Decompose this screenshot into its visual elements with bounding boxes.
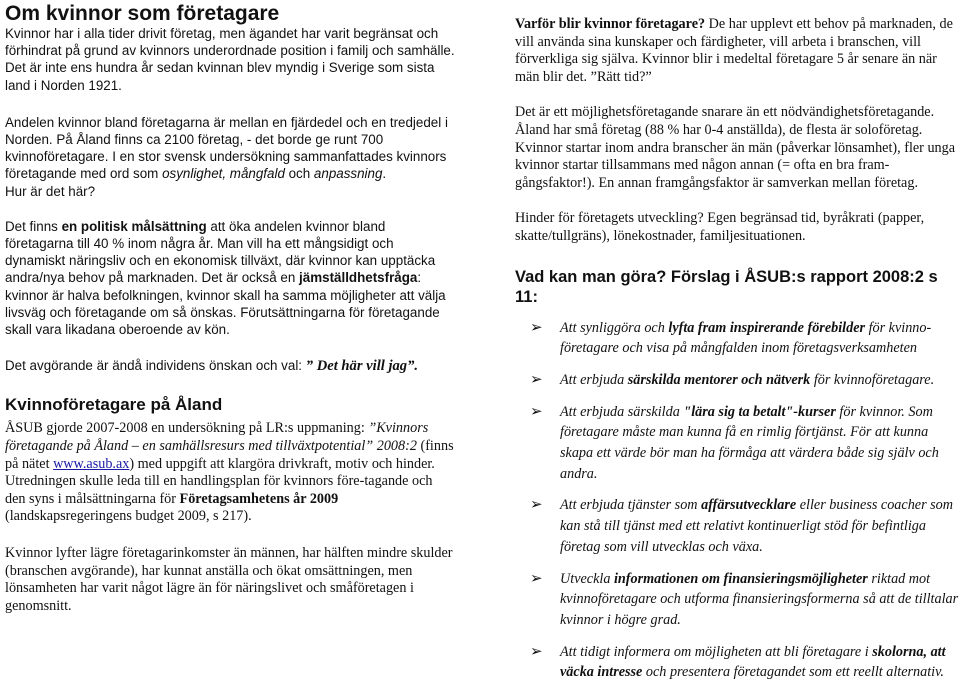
list-item — [515, 402, 960, 485]
bold-text: "lära sig ta betalt"-kurser — [683, 403, 836, 420]
right-column — [515, 0, 960, 683]
arrow-bullet-icon: ➢ — [530, 570, 543, 587]
text-run: eller business coacher som kan stå till tjänst med ett relativt kontinuerligt stöd för befintliga företag som vill utvecklas och växa. — [560, 497, 954, 555]
why-paragraph — [515, 16, 960, 86]
italic-text: osynlighet, mångfald — [162, 166, 285, 182]
text-run: och presentera företagandet som ett reellt alternativ. — [642, 664, 944, 681]
text-run: och — [284, 166, 314, 182]
asub-link[interactable]: www.asub.ax — [53, 455, 130, 472]
list-item — [515, 569, 960, 631]
bold-text: lyfta fram inspirerande förebilder — [668, 319, 866, 336]
text-run: Utveckla — [560, 570, 614, 587]
text-run: Att erbjuda särskilda — [560, 403, 684, 420]
text-run: (landskapsregeringens budget 2009, s 217). — [5, 508, 252, 525]
text-run: riktad mot kvinnoföretagare och utforma finansieringsformerna så att de tilltalar kvinnor i högre grad. — [560, 570, 959, 628]
income-paragraph: Kvinnor lyfter lägre företagarinkomster än männen, har hälften mindre skulder (branschen avgörande), har kunnat anställa och ökat omsättningen, men lönsamheten har varit något lägre än för näringslivet och småföretagen i genomsnitt. — [5, 545, 453, 614]
text-run: för kvinnor. Som företagare måste man kunna få en rimlig förtjänst. För att kunna skapa ett värde bör man ha förmåga att värdera både sig själv och andra. — [560, 403, 939, 482]
italic-text: ”Kvinnors företagande på Åland – en samhällsresurs med tillväxtpotential” 2008:2 — [5, 420, 429, 455]
section-heading-aland: Kvinnoföretagare på Åland — [5, 395, 223, 415]
page-title: Om kvinnor som företagare — [5, 2, 280, 25]
text-run: att öka andelen kvinnor bland företagarna till 40 % inom några år. Man vill ha ett mångsidigt och dynamiskt näringsliv och en ekonomisk tillväxt, där kvinnor kan upptäcka andra/nya behov på marknaden. Det är också en — [5, 218, 436, 286]
text-run: Att synliggöra och — [560, 319, 669, 336]
list-item — [515, 495, 960, 557]
bold-text: Företagsamhetens år 2009 — [179, 490, 339, 507]
text-run: för kvinnoföretagare. — [810, 371, 935, 388]
obstacles-paragraph: Hinder för företagets utveckling? Egen begränsad tid, byråkrati (papper, skatte/tullgräns), lönekostnader, familjesituationen. — [515, 210, 925, 244]
question-text: Hur är det här? — [5, 183, 96, 199]
list-item — [515, 318, 960, 359]
text-run: Att erbjuda — [560, 371, 628, 388]
asub-paragraph — [5, 420, 455, 526]
arrow-bullet-icon: ➢ — [530, 319, 543, 336]
list-item — [515, 642, 960, 683]
text-run: Andelen kvinnor bland företagarna är mellan en fjärdedel och en tredjedel i Norden. På Åland finns ca 2100 företag, - det borde ge runt 700 kvinnoföretagare. I en stor svensk undersökning sammanfattades kvinnors företagande med ord som — [5, 114, 448, 182]
italic-text: anpassning — [313, 166, 383, 182]
bold-text: informationen om finansieringsmöjligheter — [613, 570, 868, 587]
intro-paragraph: Kvinnor har i alla tider drivit företag, men ägandet har varit begränsat och förhindrat på grund av kvinnors underordnade position i familj och samhälle. Det är inte ens hundra år sedan kvinnan blev myndig i Sverige som sista land i Norden 1921. — [5, 26, 455, 93]
text-run: (finns på nätet — [5, 438, 454, 472]
policy-paragraph — [5, 218, 455, 338]
text-run: ) med uppgift att klargöra drivkraft, motiv och hinder. Utredningen skulle leda till en handlingsplan för kvinnors före-tagande och den syns i målsättningarna för — [5, 455, 435, 507]
text-run: : kvinnor är halva befolkningen, kvinnor skall ha samma möjligheter att välja livsväg och företagande om så önskas. Förutsättningarna för företagande skall vara likadana oberoende av kön. — [5, 270, 446, 338]
proposal-list — [515, 318, 960, 683]
list-item — [515, 370, 960, 391]
bold-text: Varför blir kvinnor företagare? — [515, 16, 706, 32]
section-heading-proposals: Vad kan man göra? Förslag i ÅSUB:s rapport 2008:2 s 11: — [515, 267, 938, 306]
text-run: De har upplevt ett behov på marknaden, de vill använda sina kunskaper och färdigheter, vill arbeta i branschen, vill förverkliga sig själva. Kvinnor blir i medeltal företagare 5 år senare än när män blir det. ”Rätt tid?” — [515, 16, 953, 85]
text-run: ÅSUB gjorde 2007-2008 en undersökning på LR:s uppmaning: — [5, 420, 369, 437]
arrow-bullet-icon: ➢ — [530, 497, 543, 514]
text-run: Att tidigt informera om möjligheten att bli företagare i — [560, 643, 873, 660]
arrow-bullet-icon: ➢ — [530, 643, 543, 660]
text-run: . — [382, 166, 387, 182]
text-run: Det finns — [5, 218, 62, 234]
decisive-paragraph — [5, 357, 455, 375]
bold-text: en politisk målsättning — [61, 218, 207, 234]
quote-text: ” Det här vill jag”. — [305, 358, 419, 375]
opportunity-paragraph: Det är ett möjlighetsföretagande snarare än ett nödvändighetsföretagande. Åland har små företag (88 % har 0-4 anställda), de flesta är soloföretag. Kvinnor startar inom andra branscher än män (påverkar lönsamhet), fler unga kvinnor startar tillsammans med någon annan (= ofta en bra fram-gångsfaktor!). En annan framgångsfaktor är samverkan mellan företag. — [515, 104, 956, 191]
arrow-bullet-icon: ➢ — [530, 403, 543, 420]
bold-text: särskilda mentorer och nätverk — [627, 371, 811, 388]
bold-text: affärsutvecklare — [701, 497, 797, 514]
arrow-bullet-icon: ➢ — [530, 371, 543, 388]
text-run: Det avgörande är ändå individens önskan och val: — [5, 358, 306, 374]
left-column — [5, 0, 455, 615]
text-run: Att erbjuda tjänster som — [560, 497, 702, 514]
text-run: för kvinno-företagare och visa på mångfalden inom företagsverksamheten — [560, 319, 932, 357]
bold-text: skolorna, att väcka intresse — [560, 643, 946, 681]
share-paragraph — [5, 114, 455, 200]
bold-text: jämställdhetsfråga — [299, 270, 418, 286]
